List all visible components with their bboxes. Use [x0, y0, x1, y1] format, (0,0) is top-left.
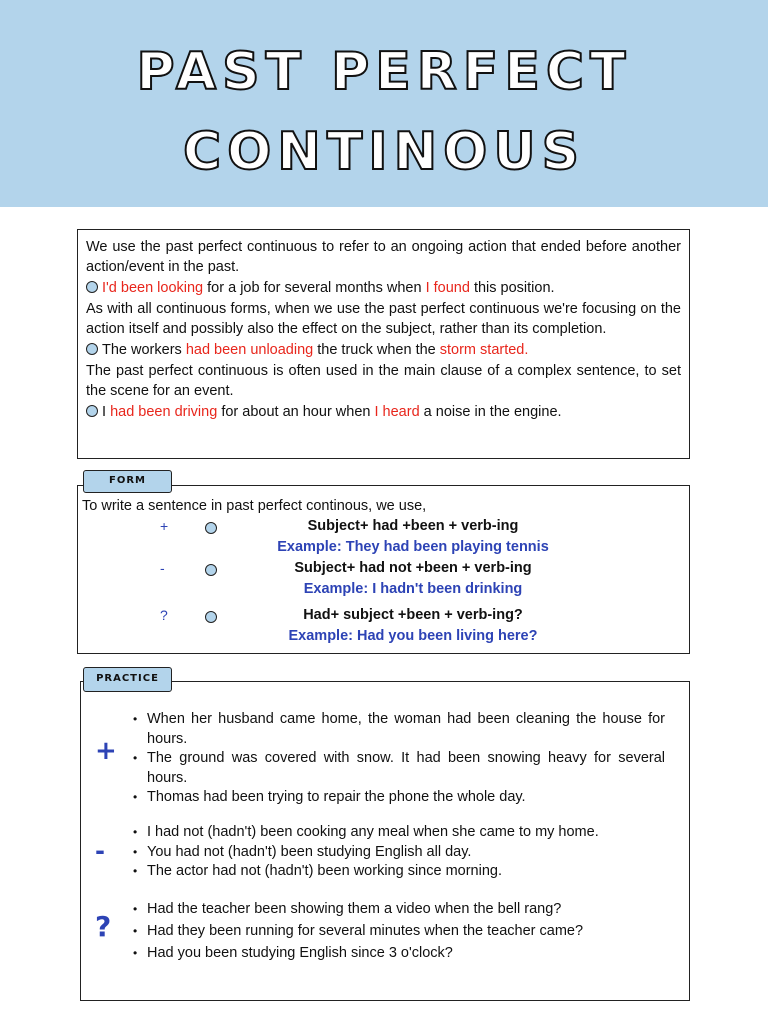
intro-paragraph-3: The past perfect continuous is often used in the main clause of a complex sentence, to set the scene for an event.: [86, 363, 681, 399]
highlight-text: I'd been looking: [102, 280, 204, 296]
practice-section-tag: PRACTICE: [83, 667, 172, 692]
plus-symbol: +: [160, 518, 169, 534]
title-banner: [0, 0, 768, 207]
practice-box: [80, 681, 690, 1001]
bullet-circle-icon: [205, 564, 217, 576]
form-example: Example: They had been playing tennis: [277, 539, 549, 555]
example-text: this position.: [469, 280, 555, 296]
bullet-circle-icon: [86, 343, 98, 355]
plus-symbol: +: [95, 736, 117, 766]
form-example: Example: I hadn't been drinking: [303, 581, 523, 597]
minus-symbol: -: [160, 560, 165, 576]
intro-example-2: [86, 340, 681, 360]
list-item: • When her husband came home, the woman had been cleaning the house for hours.: [133, 710, 665, 749]
bullet-circle-icon: [205, 611, 217, 623]
example-text: a noise in the engine.: [419, 404, 562, 420]
bullet-circle-icon: [205, 522, 217, 534]
list-item: • Had you been studying English since 3 o'clock?: [133, 942, 665, 964]
list-item: • Had they been running for several minutes when the teacher came?: [133, 920, 665, 942]
question-symbol: ?: [95, 910, 112, 943]
practice-list: [133, 710, 665, 808]
form-intro-text: To write a sentence in past perfect continous, we use,: [82, 498, 427, 514]
highlight-text: storm started.: [439, 342, 529, 358]
highlight-text: I heard: [374, 404, 420, 420]
form-box: [77, 485, 690, 654]
form-section-tag: FORM: [83, 470, 172, 493]
example-text: for a job for several months when: [203, 280, 426, 296]
intro-box: [77, 229, 690, 459]
form-example: Example: Had you been living here?: [288, 628, 538, 644]
highlight-text: I found: [425, 280, 470, 296]
minus-symbol: -: [95, 837, 105, 865]
intro-paragraph-1: We use the past perfect continuous to refer to an ongoing action that ended before another action/event in the past.: [86, 239, 681, 275]
example-text: for about an hour when: [217, 404, 375, 420]
page-title-line-1: PAST PERFECT: [136, 42, 632, 102]
list-item: • I had not (hadn't) been cooking any meal when she came to my home.: [133, 823, 665, 843]
highlight-text: had been driving: [110, 404, 218, 420]
highlight-text: had been unloading: [185, 342, 314, 358]
list-item: • Had the teacher been showing them a video when the bell rang?: [133, 898, 665, 920]
list-item: • Thomas had been trying to repair the phone the whole day.: [133, 788, 665, 808]
intro-paragraph-2: As with all continuous forms, when we use the past perfect continuous we're focusing on the action itself and possibly also the effect on the subject, rather than its completion.: [86, 301, 681, 337]
example-text: The workers: [102, 342, 186, 358]
question-symbol: ?: [160, 607, 168, 623]
form-formula: Had+ subject +been + verb-ing?: [303, 607, 523, 623]
form-formula: Subject+ had +been + verb-ing: [307, 518, 519, 534]
bullet-circle-icon: [86, 281, 98, 293]
practice-list: [133, 898, 665, 964]
bullet-circle-icon: [86, 405, 98, 417]
list-item: • The actor had not (hadn't) been working since morning.: [133, 862, 665, 882]
intro-example-1: [86, 278, 681, 298]
example-text: I: [102, 404, 111, 420]
practice-list: [133, 823, 665, 882]
page-title-line-2: CONTINOUS: [182, 122, 586, 182]
form-formula: Subject+ had not +been + verb-ing: [294, 560, 532, 576]
intro-example-3: [86, 402, 681, 422]
example-text: the truck when the: [313, 342, 440, 358]
list-item: • The ground was covered with snow. It had been snowing heavy for several hours.: [133, 749, 665, 788]
list-item: • You had not (hadn't) been studying English all day.: [133, 843, 665, 863]
